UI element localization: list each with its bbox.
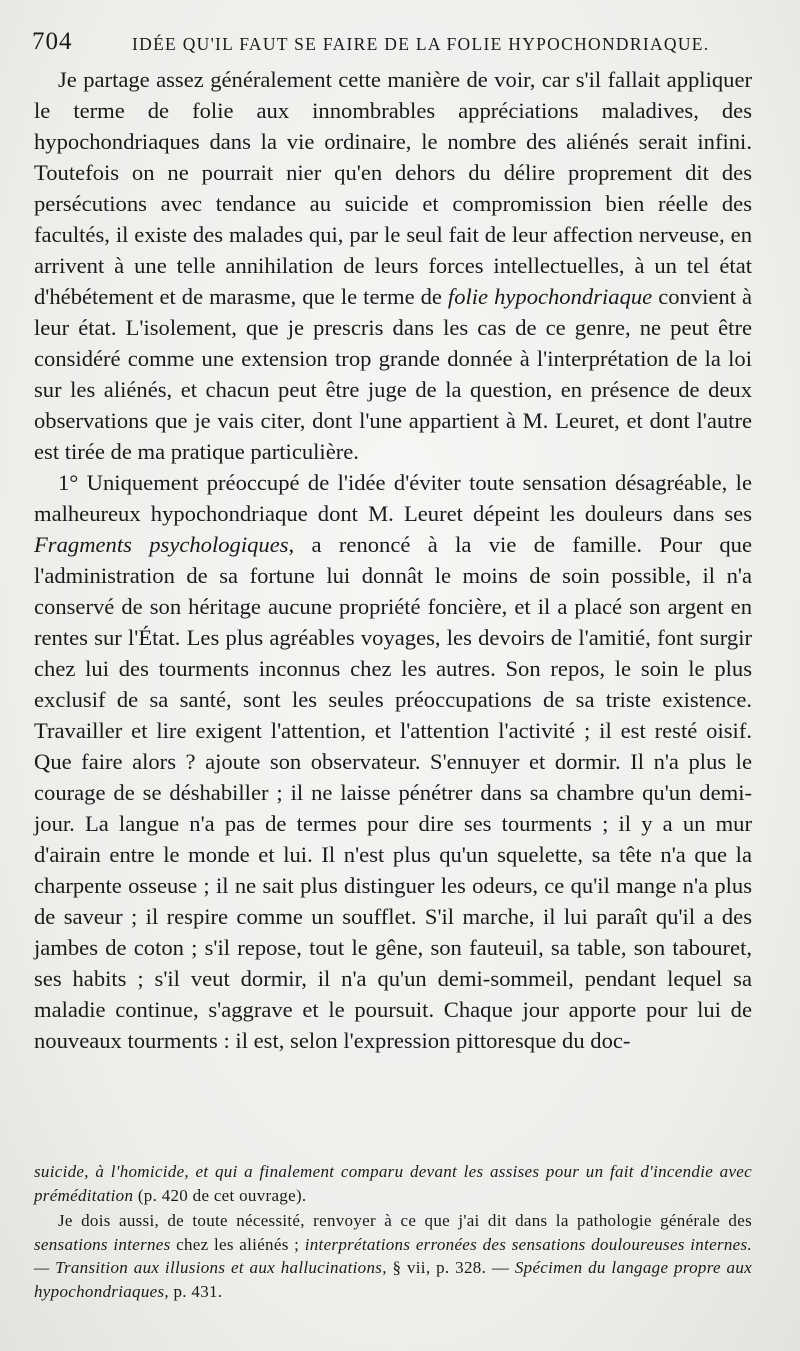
fn2-text-b: chez les aliénés ; <box>170 1234 305 1254</box>
main-text <box>34 64 752 1056</box>
page-header <box>32 28 760 58</box>
paragraph-2 <box>34 467 752 1056</box>
p1-text-a: Je partage assez généralement cette manière de voir, car s'il fallait appliquer le terme de folie aux innombrables appréciations maladives, des hypochondriaques dans la vie ordinaire, le nombre des aliénés serait infini. Toutefois on ne pourrait nier qu'en dehors du délire proprement dit des persécutions avec tendance au suicide et compromission bien réelle des facultés, il existe des malades qui, par le seul fait de leur affection nerveuse, en arrivent à une telle annihilation de leurs forces intellectuelles, à un tel état d'hébétement et de marasme, que le terme de <box>34 67 752 309</box>
page-number: 704 <box>32 28 73 55</box>
fn2-italic-3: Spécimen du langage propre aux hypochondriaques <box>34 1258 752 1301</box>
fn2-text-d: , p. 431. <box>164 1281 223 1301</box>
p1-italic: folie hypochondriaque <box>447 284 653 309</box>
fn2-text-a: Je dois aussi, de toute nécessité, renvoyer à ce que j'ai dit dans la pathologie générale des <box>58 1211 752 1231</box>
fn2-italic-2: interprétations erronées des sensations douloureuses internes. — Transition aux illusions et aux hallucinations <box>34 1234 752 1278</box>
fn2-text-c: , § vii, p. 328. — <box>382 1258 515 1278</box>
paragraph-1 <box>34 64 752 467</box>
footnote-1-ref: (p. 420 de cet ouvrage). <box>133 1185 307 1205</box>
p2-text-b: , a renoncé à la vie de famille. Pour que l'administration de sa fortune lui donnât le moins de soin possible, il n'a conservé de son héritage aucune propriété foncière, et il a placé son argent en rentes sur l'État. Les plus agréables voyages, les devoirs de l'amitié, font surgir chez lui des tourments inconnus chez les autres. Son repos, le soin le plus exclusif de sa santé, sont les seules préoccupations de sa triste existence. Travailler et lire exigent l'attention, et l'attention l'activité ; il est resté oisif. Que faire alors ? ajoute son observateur. S'ennuyer et dormir. Il n'a plus le courage de se déshabiller ; il ne laisse pénétrer dans sa chambre qu'un demi-jour. La langue n'a pas de termes pour dire ses tourments ; il y a un mur d'airain entre le monde et lui. Il n'est plus qu'un squelette, sa tête n'a que la charpente osseuse ; il ne sait plus distinguer les odeurs, ce qu'il mange n'a plus de saveur ; il respire comme un soufflet. S'il marche, il lui paraît qu'il a des jambes de coton ; s'il repose, tout le gêne, son fauteuil, sa table, son tabouret, ses habits ; s'il veut dormir, il n'a qu'un demi-sommeil, pendant lequel sa maladie continue, s'aggrave et le poursuit. Chaque jour apporte pour lui de nouveaux tourments : il est, selon l'expression pittoresque du doc- <box>34 532 752 1053</box>
footnote-1-text: suicide, à l'homicide, et qui a finalement comparu devant les assises pour un fait d'incendie avec préméditation <box>34 1162 752 1205</box>
footnotes <box>34 1160 752 1304</box>
footnote-2 <box>34 1209 752 1303</box>
p1-text-b: convient à leur état. L'isolement, que je prescris dans les cas de ce genre, ne peut être considéré comme une extension trop grande donnée à l'interprétation de la loi sur les aliénés, et chacun peut être juge de la question, en présence de deux observations que je vais citer, dont l'une appartient à M. Leuret, et dont l'autre est tirée de ma pratique particulière. <box>34 284 753 464</box>
p2-text-a: 1° Uniquement préoccupé de l'idée d'éviter toute sensation désagréable, le malheureux hypochondriaque dont M. Leuret dépeint les douleurs dans ses <box>34 470 752 526</box>
running-head: IDÉE QU'IL FAUT SE FAIRE DE LA FOLIE HYPOCHONDRIAQUE. <box>132 34 710 54</box>
footnote-continued <box>34 1160 752 1207</box>
fn2-italic-1: sensations internes <box>34 1234 171 1254</box>
p2-italic: Fragments psychologiques <box>34 532 289 557</box>
